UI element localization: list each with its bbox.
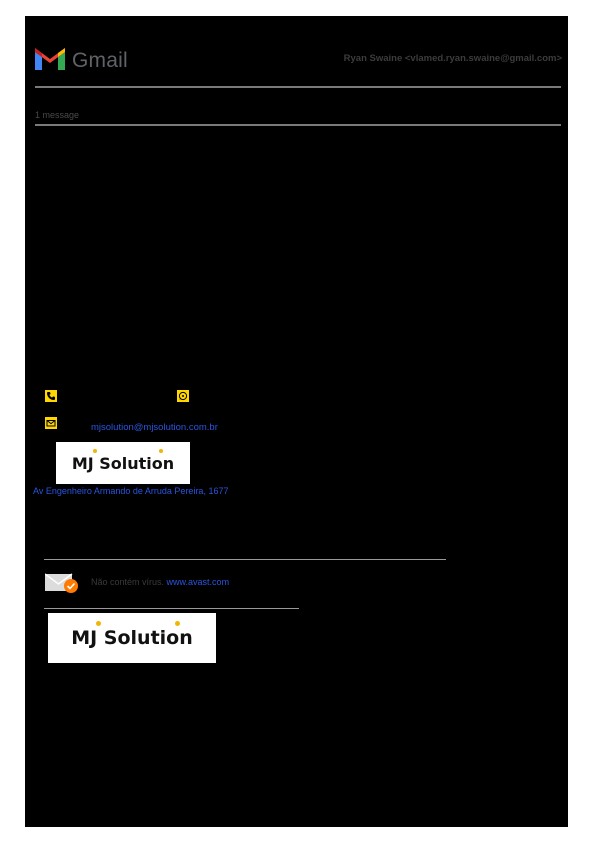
avast-divider-bottom — [44, 608, 299, 609]
email-page — [25, 16, 568, 827]
avast-text: Não contém vírus. — [91, 577, 165, 587]
mj-solution-footer-logo — [48, 613, 216, 663]
signature-email-link[interactable]: mjsolution@mjsolution.com.br — [91, 422, 218, 433]
avast-divider-top — [44, 559, 446, 560]
logo-text: MJ Solution — [71, 453, 175, 473]
thread-divider — [35, 124, 561, 126]
footer-logo-text: MJ Solution — [71, 627, 193, 649]
message-count: 1 message — [35, 110, 80, 120]
avast-link[interactable]: www.avast.com — [166, 577, 230, 587]
whatsapp-icon — [177, 390, 189, 402]
header-divider — [35, 86, 561, 88]
sender-address: Ryan Swaine <vlamed.ryan.swaine@gmail.com> — [343, 53, 562, 64]
avast-notice — [91, 577, 229, 587]
gmail-wordmark: Gmail — [72, 49, 128, 72]
phone-icon — [45, 390, 57, 402]
signature-address-link[interactable]: Av Engenheiro Armando de Arruda Pereira, 1677 — [33, 486, 229, 496]
gmail-logo-icon — [33, 46, 67, 70]
mj-solution-logo — [56, 442, 190, 484]
mail-icon — [45, 417, 57, 429]
avast-mail-icon — [45, 572, 79, 594]
